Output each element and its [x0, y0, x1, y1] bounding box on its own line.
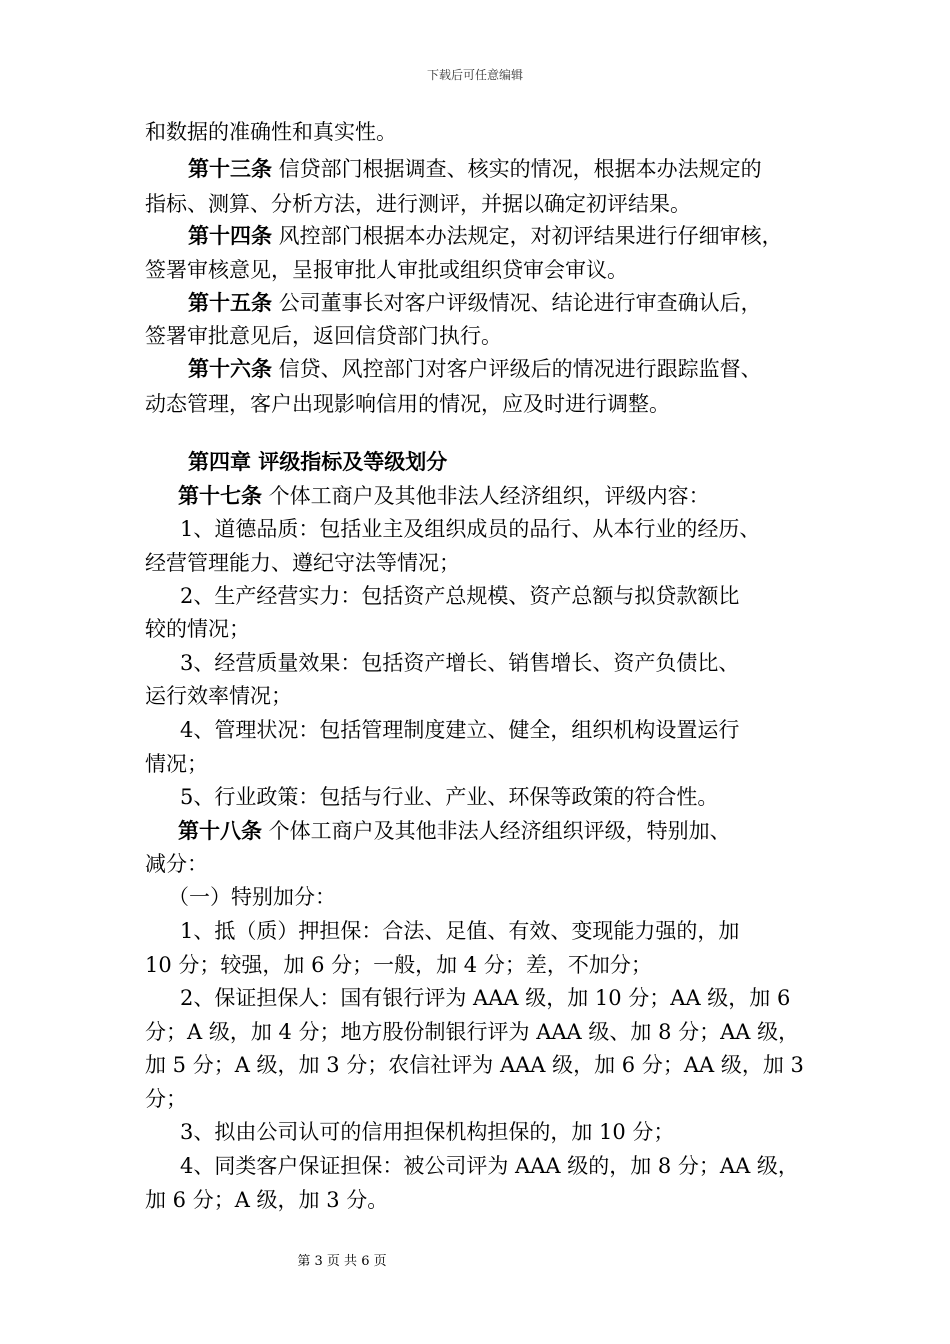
list-item: 2、生产经营实力：包括资产总规模、资产总额与拟贷款额比 [180, 584, 740, 608]
text-line: 运行效率情况； [145, 684, 292, 708]
article-17: 第十七条 个体工商户及其他非法人经济组织，评级内容： [178, 483, 710, 508]
text-line: 情况； [145, 752, 208, 776]
article-15: 第十五条 公司董事长对客户评级情况、结论进行审查确认后， [188, 290, 762, 315]
list-item: 4、管理状况：包括管理制度建立、健全，组织机构设置运行 [180, 718, 740, 742]
text-line: 指标、测算、分析方法，进行测评，并据以确定初评结果。 [145, 192, 691, 216]
article-16: 第十六条 信贷、风控部门对客户评级后的情况进行跟踪监督、 [188, 356, 762, 381]
list-item: 1、道德品质：包括业主及组织成员的品行、从本行业的经历、 [180, 517, 761, 541]
text-line: 加 6 分；A 级，加 3 分。 [145, 1188, 389, 1212]
text-line: 动态管理，客户出现影响信用的情况，应及时进行调整。 [145, 392, 670, 416]
article-13: 第十三条 信贷部门根据调查、核实的情况，根据本办法规定的 [188, 156, 762, 181]
text-line: 和数据的准确性和真实性。 [145, 120, 397, 144]
text-line: 10 分；较强，加 6 分；一般，加 4 分；差，不加分； [145, 953, 652, 977]
article-18: 第十八条 个体工商户及其他非法人经济组织评级，特别加、 [178, 818, 731, 843]
text-line: 签署审批意见后，返回信贷部门执行。 [145, 324, 502, 348]
text-line: 减分： [145, 852, 208, 876]
list-item: 2、保证担保人：国有银行评为 AAA 级，加 10 分；AA 级，加 6 [180, 986, 791, 1010]
text-line: 加 5 分；A 级，加 3 分；农信社评为 AAA 级，加 6 分；AA 级，加 3 [145, 1053, 804, 1077]
list-item: 5、行业政策：包括与行业、产业、环保等政策的符合性。 [180, 785, 719, 809]
list-item: 4、同类客户保证担保：被公司评为 AAA 级的，加 8 分；AA 级， [180, 1154, 799, 1178]
chapter-heading: 第四章 评级指标及等级划分 [188, 449, 448, 474]
list-item: 3、拟由公司认可的信用担保机构担保的，加 10 分； [180, 1120, 675, 1144]
text-line: 分；A 级，加 4 分；地方股份制银行评为 AAA 级、加 8 分；AA 级， [145, 1020, 800, 1044]
text-line: 签署审核意见，呈报审批人审批或组织贷审会审议。 [145, 258, 628, 282]
page-header: 下载后可任意编辑 [426, 68, 523, 82]
text-line: 分； [145, 1087, 187, 1111]
section-heading: （一）特别加分： [168, 885, 336, 909]
page-number: 第 3 页 共 6 页 [297, 1254, 387, 1269]
text-line: 较的情况； [145, 617, 250, 641]
text-line: 经营管理能力、遵纪守法等情况； [145, 551, 460, 575]
article-14: 第十四条 风控部门根据本办法规定，对初评结果进行仔细审核， [188, 223, 783, 248]
list-item: 1、抵（质）押担保：合法、足值、有效、变现能力强的，加 [180, 919, 740, 943]
list-item: 3、经营质量效果：包括资产增长、销售增长、资产负债比、 [180, 651, 740, 675]
